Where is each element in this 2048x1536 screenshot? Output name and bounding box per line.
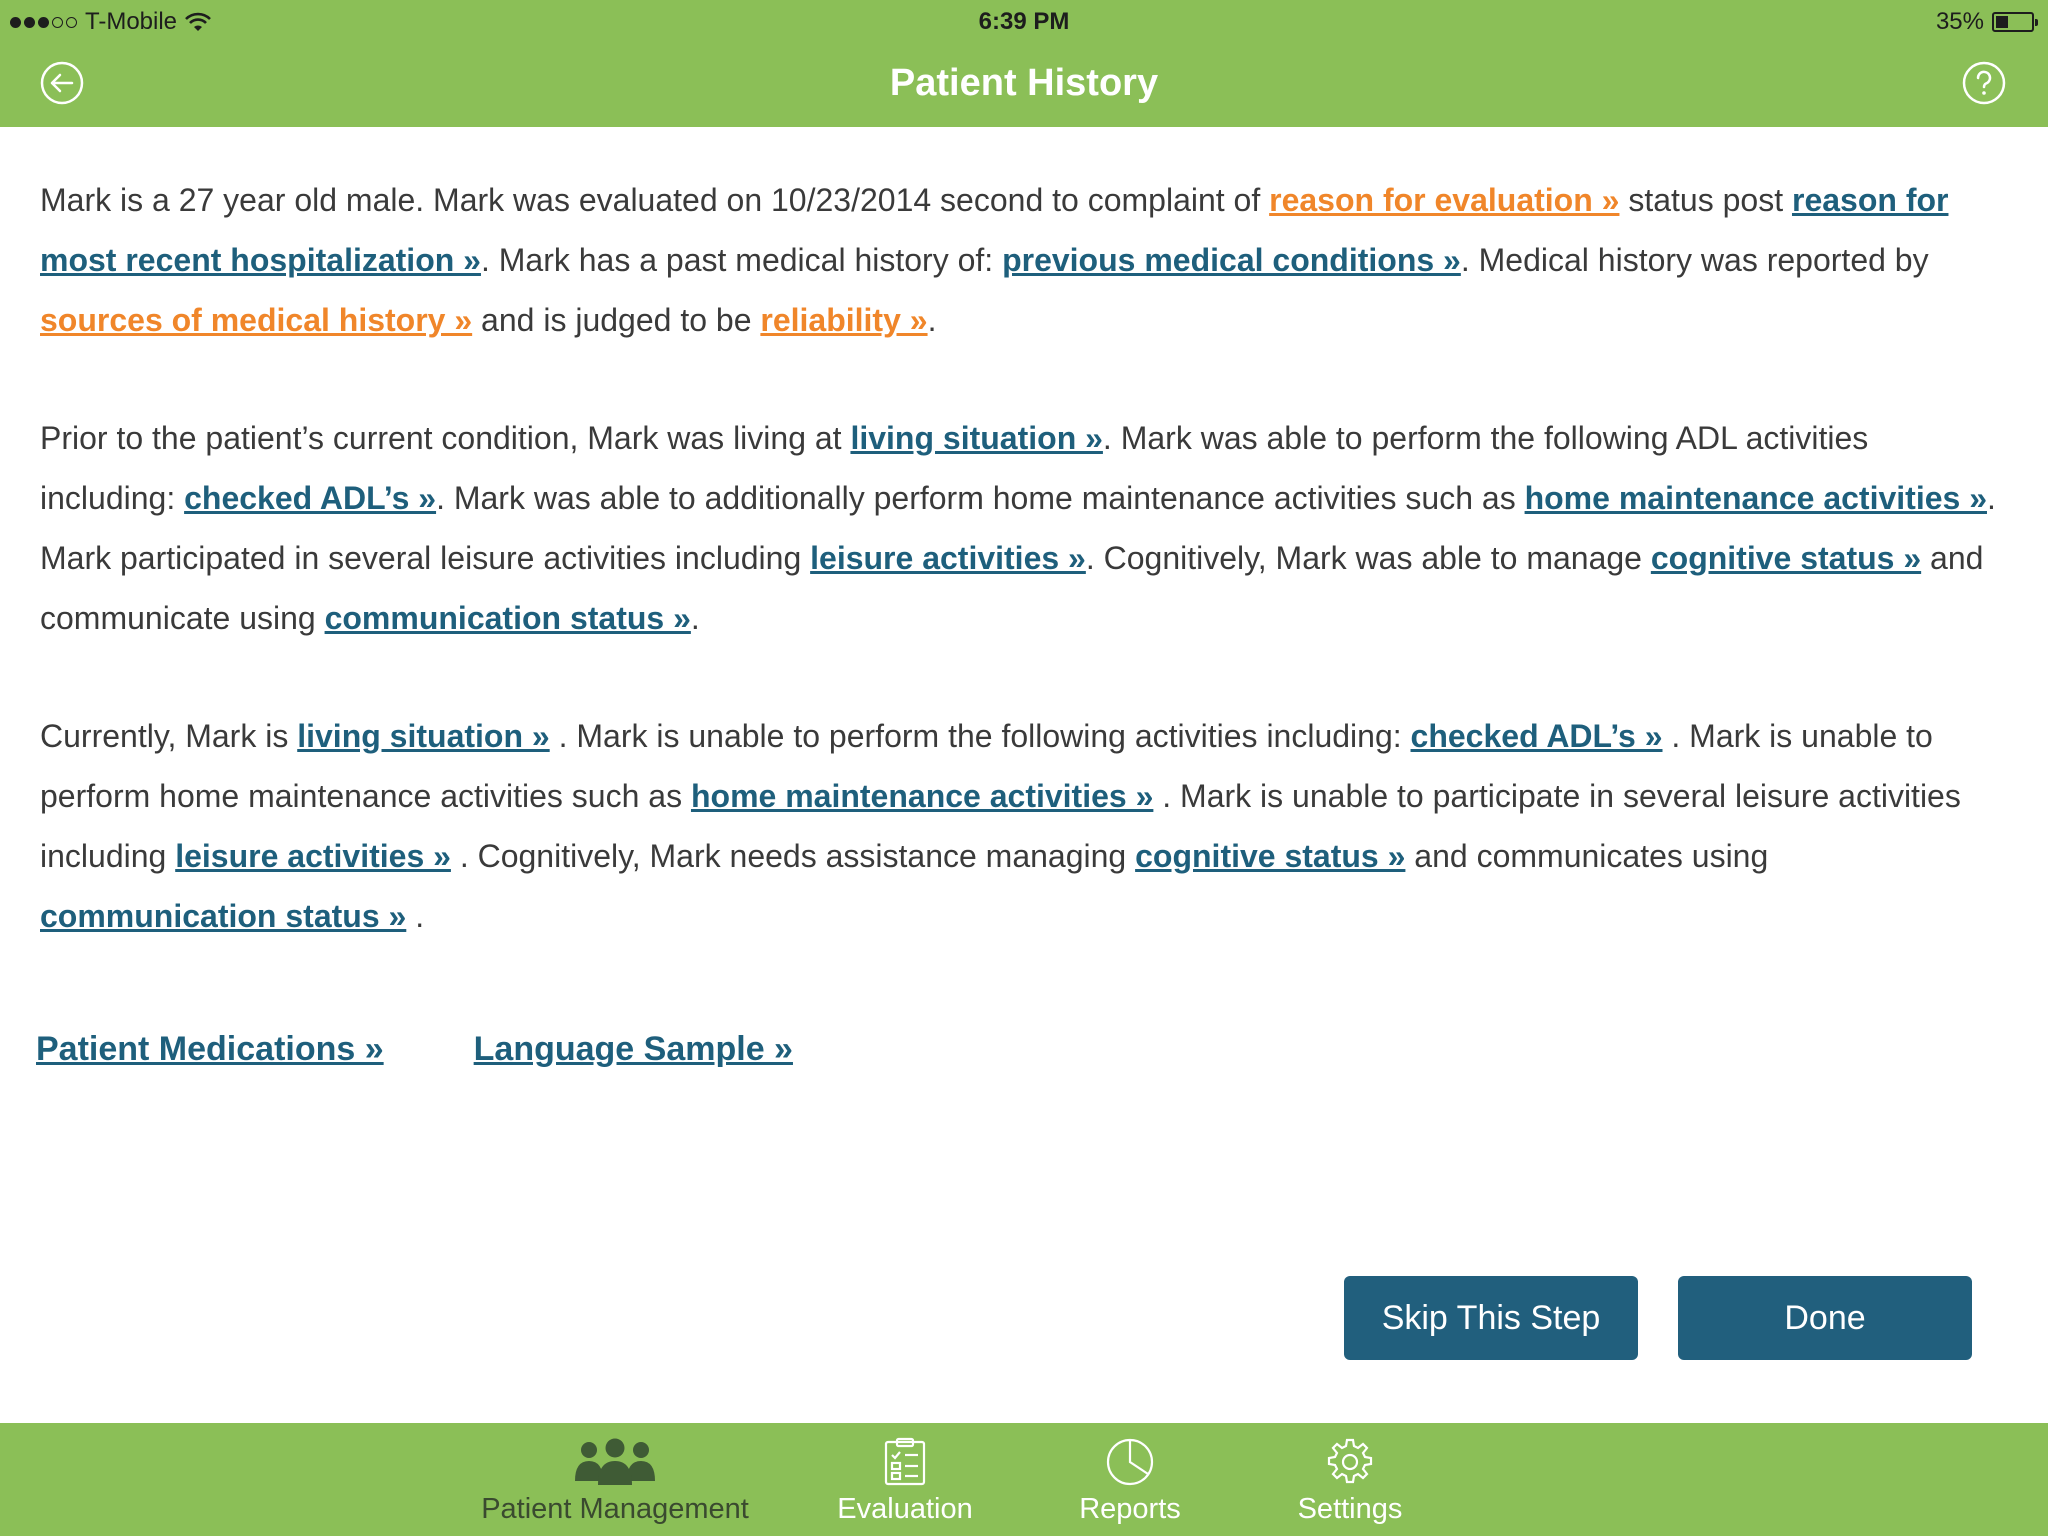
people-group-icon [571, 1437, 659, 1487]
history-paragraph-3: Currently, Mark is living situation » . Mark is unable to perform the following activities including: checked ADL’s » . Mark is unable to perform home maintenance activities such as home maintenance activities » . Mark is unable to participate in several leisure activities including leisure activities » . Cognitively, Mark needs assistance managing cognitive status » and communicates using communication status » . [40, 718, 1961, 934]
current-cognitive-link[interactable]: cognitive status » [1135, 838, 1406, 874]
battery-icon [1992, 12, 2034, 32]
pie-chart-icon [1105, 1437, 1155, 1487]
skip-step-button[interactable]: Skip This Step [1344, 1276, 1638, 1360]
status-bar [0, 0, 2048, 40]
clipboard-checklist-icon [883, 1437, 927, 1487]
prior-cognitive-link[interactable]: cognitive status » [1650, 540, 1922, 576]
patient-history-content [40, 170, 2010, 1004]
battery-percent: 35% [1935, 8, 1984, 35]
reason-for-evaluation-link[interactable]: reason for evaluation » [1269, 182, 1620, 218]
current-leisure-link[interactable]: leisure activities » [175, 838, 451, 874]
done-button[interactable]: Done [1678, 1276, 1972, 1360]
tab-reports[interactable] [1050, 1423, 1210, 1536]
current-communication-link[interactable]: communication status » [40, 898, 407, 934]
gear-icon [1325, 1437, 1375, 1487]
prior-communication-link[interactable]: communication status » [324, 600, 691, 636]
current-home-maintenance-link[interactable]: home maintenance activities » [690, 778, 1154, 814]
tab-label: Evaluation [837, 1493, 973, 1525]
carrier-label: T-Mobile [85, 8, 178, 35]
previous-conditions-link[interactable]: previous medical conditions » [1002, 242, 1461, 278]
tab-label: Patient Management [481, 1493, 749, 1525]
current-adl-link[interactable]: checked ADL’s » [1410, 718, 1663, 754]
tab-patient-management[interactable] [470, 1423, 760, 1536]
tab-evaluation[interactable] [820, 1423, 990, 1536]
tab-settings[interactable] [1270, 1423, 1430, 1536]
prior-leisure-link[interactable]: leisure activities » [810, 540, 1086, 576]
patient-medications-link[interactable]: Patient Medications » [36, 1030, 384, 1068]
sources-of-history-link[interactable]: sources of medical history » [40, 302, 473, 338]
history-paragraph-2: Prior to the patient’s current condition, Mark was living at living situation ». Mark was able to perform the following ADL activities including: checked ADL’s ». Mark was able to additionally perform home maintenance activities such as home maintenance activities ». Mark participated in several leisure activities including leisure activities ». Cognitively, Mark was able to manage cognitive status » and communicate using communication status ». [40, 420, 1996, 636]
prior-adl-link[interactable]: checked ADL’s » [184, 480, 437, 516]
current-living-situation-link[interactable]: living situation » [297, 718, 550, 754]
secondary-links [36, 1030, 793, 1069]
tab-label: Reports [1079, 1493, 1181, 1525]
history-paragraph-1: Mark is a 27 year old male. Mark was evaluated on 10/23/2014 second to complaint of reason for evaluation » status post reason for most recent hospitalization ». Mark has a past medical history of: previous medical conditions ». Medical history was reported by sources of medical history » and is judged to be reliability ». [40, 182, 1949, 338]
reliability-link[interactable]: reliability » [760, 302, 928, 338]
prior-home-maintenance-link[interactable]: home maintenance activities » [1524, 480, 1987, 516]
status-time: 6:39 PM [978, 8, 1070, 35]
top-bar [0, 0, 2048, 127]
prior-living-situation-link[interactable]: living situation » [850, 420, 1103, 456]
tab-bar [0, 1423, 2048, 1536]
question-circle-icon[interactable] [1961, 60, 2007, 106]
recent-hospitalization-link[interactable]: reason for most recent hospitalization » [40, 182, 1949, 278]
language-sample-link[interactable]: Language Sample » [473, 1030, 793, 1068]
status-right [1936, 8, 2034, 36]
tab-label: Settings [1297, 1493, 1403, 1525]
page-title: Patient History [889, 62, 1159, 104]
